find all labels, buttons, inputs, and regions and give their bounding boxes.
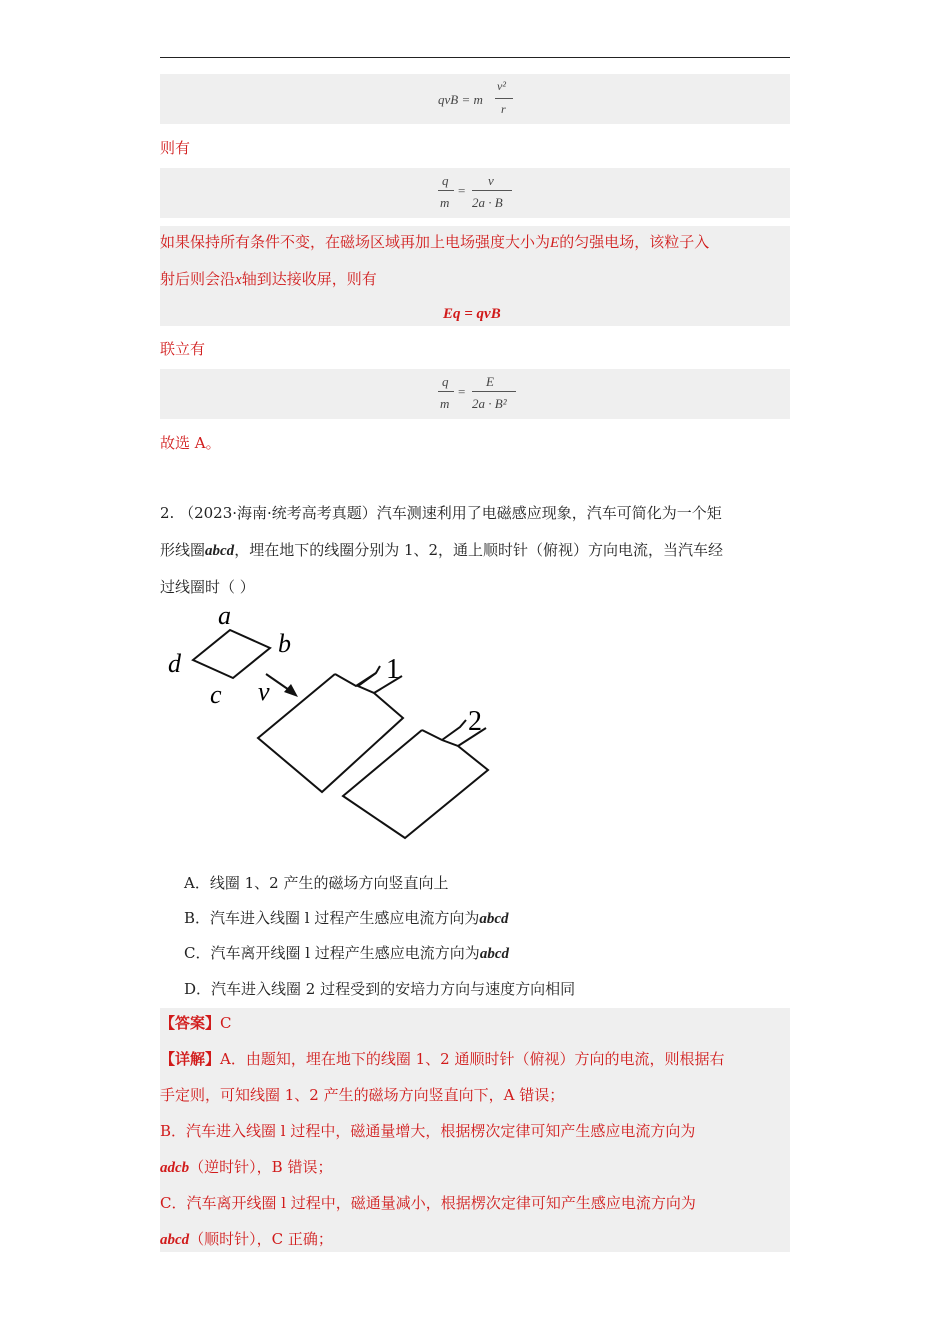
- formula-4-den: 2a · B²: [472, 396, 507, 411]
- formula-4-left-num: q: [442, 374, 449, 389]
- detail-line-4: [160, 1157, 332, 1178]
- detail-adcb: adcb: [160, 1160, 190, 1176]
- condition-line-1: [160, 232, 709, 253]
- condition-x: x: [235, 272, 242, 288]
- formula-4-num: E: [486, 374, 494, 389]
- formula-2-num: v: [488, 173, 494, 188]
- label-v: v: [258, 677, 270, 706]
- formula-1-left: qvB = m: [438, 92, 483, 107]
- detail-line-6: [160, 1229, 333, 1250]
- detail-text-6: （顺时针），C 正确；: [189, 1230, 333, 1248]
- condition-line-1-a: 如果保持所有条件不变，在磁场区域再加上电场强度大小为: [160, 233, 551, 251]
- label-1: 1: [386, 654, 400, 685]
- label-a: a: [218, 601, 231, 630]
- formula-box-4: [160, 369, 790, 419]
- condition-line-2-b: 轴到达接收屏，则有: [241, 270, 377, 288]
- formula-4-line: [472, 391, 516, 392]
- velocity-arrow-head: [284, 684, 298, 697]
- option-a: A．线圈 1、2 产生的磁场方向竖直向上: [184, 874, 449, 892]
- detail-label: 【详解】: [160, 1050, 221, 1068]
- detail-line-2: 手定则，可知线圈 1、2 产生的磁场方向竖直向下，A 错误；: [160, 1086, 565, 1104]
- condition-line-1-b: 的匀强电场，该粒子入: [559, 233, 710, 251]
- formula-4-left-line: [438, 391, 454, 392]
- option-d: D．汽车进入线圈 2 过程受到的安培力方向与速度方向相同: [184, 980, 576, 998]
- coil-1-lead-a: [358, 666, 380, 686]
- condition-E: E: [550, 235, 560, 251]
- detail-line-3: B．汽车进入线圈 l 过程中，磁通量增大，根据楞次定律可知产生感应电流方向为: [160, 1122, 696, 1140]
- label-2: 2: [468, 706, 482, 737]
- label-c: c: [210, 680, 222, 709]
- label-d: d: [168, 649, 181, 678]
- formula-2-left-den: m: [440, 195, 450, 210]
- question-abcd: abcd: [205, 543, 235, 559]
- condition-line-2-a: 射后则会沿: [160, 270, 236, 288]
- detail-text-4: （逆时针），B 错误；: [189, 1158, 333, 1176]
- option-c-abcd: abcd: [479, 946, 509, 962]
- option-b-abcd: abcd: [479, 911, 509, 927]
- formula-4-left-den: m: [440, 396, 450, 411]
- formula-box-1: [160, 74, 790, 124]
- formula-3: Eq = qvB: [443, 306, 501, 322]
- option-c: [184, 943, 509, 964]
- formula-box-2: [160, 168, 790, 218]
- text-zeyou: 则有: [160, 139, 191, 157]
- answer-label: 【答案】: [160, 1014, 221, 1032]
- coil-figure: [160, 600, 500, 845]
- answer-line: [160, 1013, 232, 1033]
- detail-line-1: [160, 1049, 724, 1069]
- option-b: [184, 908, 509, 929]
- coil-2-lead-a: [442, 720, 466, 740]
- option-b-text: B．汽车进入线圈 l 过程产生感应电流方向为: [184, 909, 480, 927]
- formula-2-left-num: q: [442, 173, 449, 188]
- text-lianli: 联立有: [160, 340, 206, 358]
- label-b: b: [278, 629, 291, 658]
- text-guxuan: 故选 A。: [160, 434, 221, 452]
- formula-2-line: [472, 190, 512, 191]
- detail-line-5: C．汽车离开线圈 l 过程中，磁通量减小，根据楞次定律可知产生感应电流方向为: [160, 1194, 696, 1212]
- formula-2-left-line: [438, 190, 454, 191]
- formula-2-den: 2a · B: [472, 195, 503, 210]
- option-c-text: C．汽车离开线圈 l 过程产生感应电流方向为: [184, 944, 480, 962]
- car-coil-square: [193, 630, 270, 678]
- formula-1-denominator: r: [501, 102, 506, 116]
- detail-text-1: A．由题知，埋在地下的线圈 1、2 通顺时针（俯视）方向的电流，则根据右: [220, 1050, 725, 1068]
- question-line-3: 过线圈时（ ）: [160, 578, 255, 596]
- question-line-1: 2. （2023·海南·统考高考真题）汽车测速利用了电磁感应现象，汽车可简化为一个矩: [160, 504, 722, 522]
- question-line-2: [160, 540, 723, 561]
- formula-1-numerator: v²: [497, 79, 506, 93]
- detail-abcd: abcd: [160, 1232, 190, 1248]
- question-line-2-a: 形线圈: [160, 541, 206, 559]
- formula-4-equals: =: [458, 384, 466, 399]
- question-line-2-b: ，埋在地下的线圈分别为 1、2，通上顺时针（俯视）方向电流，当汽车经: [234, 541, 724, 559]
- formula-1-fraction-line: [495, 98, 513, 99]
- condition-line-2: [160, 269, 377, 290]
- coil-2: [343, 730, 488, 838]
- formula-2-equals: =: [458, 183, 466, 198]
- header-rule: [160, 57, 790, 58]
- answer-value: C: [220, 1014, 232, 1032]
- coil-1: [258, 673, 403, 792]
